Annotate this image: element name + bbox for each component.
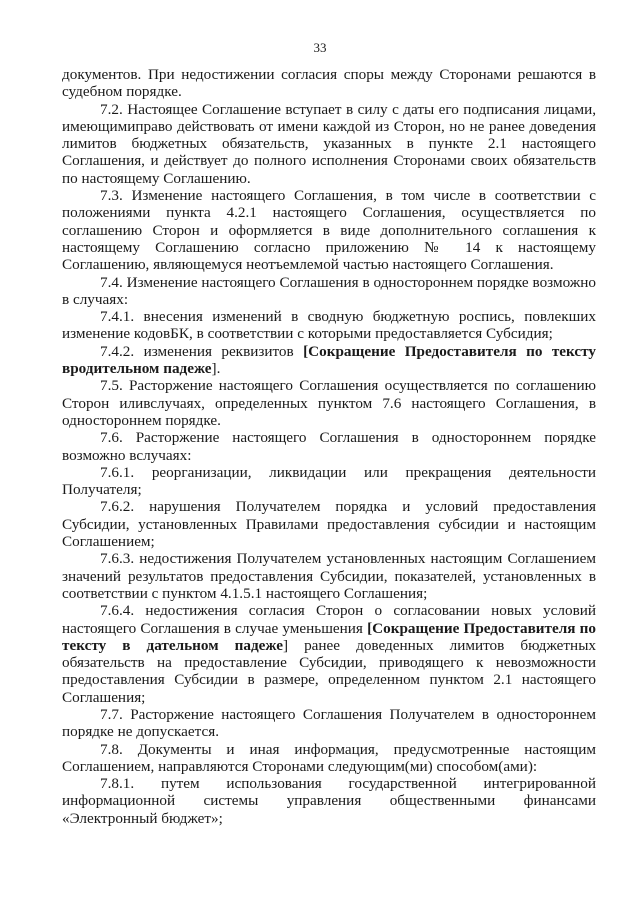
paragraph-7-6: 7.6. Расторжение настоящего Соглашения в одностороннем порядке возможно вслучаях: (62, 429, 596, 464)
paragraph-7-6-1: 7.6.1. реорганизации, ликвидации или прекращения деятельности Получателя; (62, 463, 596, 499)
placeholder-provider-dative: [Сокращение Предоставителя по тексту в дательном падеже (62, 619, 597, 654)
paragraph-7-8-1: 7.8.1. путем использования государственной интегрированной информационной системы управления общественными финансами «Электронный бюджет»; (62, 775, 596, 827)
document-body (62, 66, 596, 827)
paragraph-7-6-4-text: 7.6.4. недостижения согласия Сторон о согласовании новых условий настоящего Соглашения в случае уменьшения (62, 602, 596, 637)
paragraph-7-5: 7.5. Расторжение настоящего Соглашения осуществляется по соглашению Сторон иливслучаях, определенных пунктом 7.6 настоящего Соглашения, в одностороннем порядке. (62, 377, 596, 429)
page-number: 33 (313, 40, 327, 55)
paragraph-7-4: 7.4. Изменение настоящего Соглашения в одностороннем порядке возможно в случаях: (62, 273, 596, 308)
paragraph-7-2: 7.2. Настоящее Соглашение вступает в силу с даты его подписания лицами, имеющимиправо действовать от имени каждой из Сторон, но не ранее доведения лимитов бюджетных обязательств, указанных в пункте 2.1 настоящего Соглашения, и действует до полного исполнения Сторонами своих обязательств по настоящему Соглашению. (62, 100, 596, 187)
paragraph-7-8: 7.8. Документы и иная информация, предусмотренные настоящим Соглашением, направляются Сторонами следующим(ми) способом(ами): (62, 740, 596, 775)
paragraph-7-4-2 (62, 343, 596, 378)
paragraph-7-7: 7.7. Расторжение настоящего Соглашения Получателем в одностороннем порядке не допускается. (62, 705, 596, 741)
paragraph-7-4-2-text: 7.4.2. изменения реквизитов (100, 342, 304, 360)
placeholder-provider-genitive: [Сокращение Предоставителя по тексту вродительном падеже (62, 342, 596, 378)
paragraph-7-6-3: 7.6.3. недостижения Получателем установленных настоящим Соглашением значений результатов предоставления Субсидии, показателей, установленных в соответствии с пунктом 4.1.5.1 настоящего Соглашения; (62, 550, 596, 602)
paragraph-7-1-end: документов. При недостижении согласия споры между Сторонами решаются в судебном порядке. (62, 66, 596, 101)
paragraph-7-3: 7.3. Изменение настоящего Соглашения, в том числе в соответствии с положениями пункта 4.2.1 настоящего Соглашения, осуществляется по соглашению Сторон и оформляется в виде дополнительного соглашения к настоящему Соглашению согласно приложению № 14 к настоящему Соглашению, являющемуся неотъемлемой частью настоящего Соглашения. (62, 187, 596, 274)
paragraph-7-6-4-end: ] ранее доведенных лимитов бюджетных обязательств на предоставление Субсидии, приводящего к невозможности предоставления Субсидии в размере, определенном пунктом 2.1 настоящего Соглашения; (62, 636, 596, 706)
paragraph-7-6-4 (62, 602, 596, 706)
paragraph-7-4-2-end: ]. (211, 360, 221, 378)
paragraph-7-6-2: 7.6.2. нарушения Получателем порядка и условий предоставления Субсидии, установленных Правилами предоставления субсидии и настоящим Соглашением; (62, 498, 596, 551)
paragraph-7-4-1: 7.4.1. внесения изменений в сводную бюджетную роспись, повлекших изменение кодовБК, в соответствии с которыми предоставляется Субсидия; (62, 308, 596, 343)
